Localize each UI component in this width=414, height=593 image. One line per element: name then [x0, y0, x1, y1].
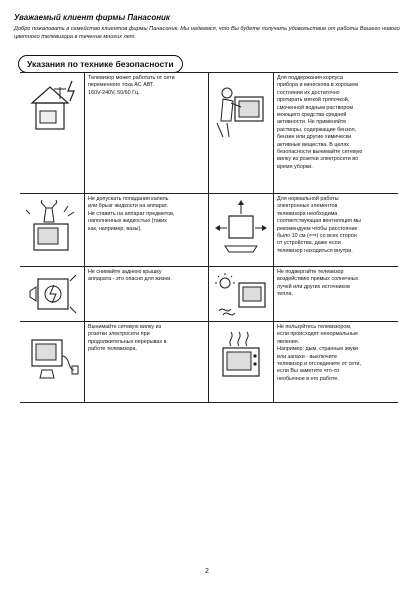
safety-text: Телевизор может работать от сети переменного тока АС АВТ. 160V-240V, 50/60 Гц.	[84, 73, 208, 193]
greeting	[14, 13, 404, 41]
safety-text: Для поддержания корпуса прибора и кинескопа в хорошем состоянии их достаточно протирать мягкой тряпочкой, смоченной водным раствором моющего средства средней активности. Не применяйте растворы, содержащие бензол, бензин или другие химически активные вещества. В целях безопасности вынимайте сетевую вилку из розетки электросети во время уборки.	[273, 73, 398, 193]
safety-text: Не допускать попадания капель или брызг жидкости на аппарат. Не ставить на аппарат предметов, наполненных жидкостью (таких как, например, вазы).	[84, 194, 208, 266]
safety-text: Не подвергайте телевизор воздействию прямых солнечных лучей или других источников тепла.	[273, 267, 398, 321]
safety-cell	[20, 73, 209, 193]
table-row	[20, 73, 398, 194]
safety-cell	[20, 322, 209, 402]
safety-cell	[209, 267, 398, 321]
smoking-tv-icon	[209, 322, 273, 402]
no-back-cover-removal-icon	[20, 267, 84, 321]
table-row	[20, 267, 398, 322]
safety-text: Вынимайте сетевую вилку из розетки электросети при продолжительных перерывах в работе телевизора.	[84, 322, 208, 402]
unplug-tv-icon	[20, 322, 84, 402]
greeting-text: Добро пожаловать в семейство клиентов фирмы Панасоник. Мы надеемся, что Вы будете получать удовольствие от работы Вашего нового цветного телевизора в течение многих лет.	[14, 26, 400, 40]
safety-table	[20, 72, 398, 403]
safety-cell	[20, 267, 209, 321]
safety-cell	[209, 194, 398, 266]
cleaning-tv-icon	[209, 73, 273, 193]
ventilation-space-icon	[209, 194, 273, 266]
greeting-title: Уважаемый клиент фирмы Панасоник	[14, 13, 170, 22]
table-row	[20, 194, 398, 267]
page-number: 2	[205, 568, 209, 575]
safety-cell	[209, 322, 398, 402]
safety-text: Для нормальной работы электронных элементов телевизора необходима соответствующая вентиляция мы рекомендуем чтобы расстояние было 10 см (⟺) со всех сторон от устройства, даже если телевизор находиться внутри.	[273, 194, 398, 266]
safety-cell	[209, 73, 398, 193]
section-title: Указания по технике безопасности	[18, 55, 183, 73]
no-liquid-on-tv-icon	[20, 194, 84, 266]
safety-text: Не снимайте заднюю крышку аппарата - это опасно для жизни.	[84, 267, 208, 321]
tv-antenna-lightning-icon	[20, 73, 84, 193]
sun-heat-tv-icon	[209, 267, 273, 321]
table-row	[20, 322, 398, 403]
safety-text: Не пользуйтесь телевизором, если происходят ненормальные явления. Например: дым, странные звуки или запахи - выключите телевизор и отсоедините от сети, если Вы заметите что-то необычное в его работе.	[273, 322, 398, 402]
safety-cell	[20, 194, 209, 266]
